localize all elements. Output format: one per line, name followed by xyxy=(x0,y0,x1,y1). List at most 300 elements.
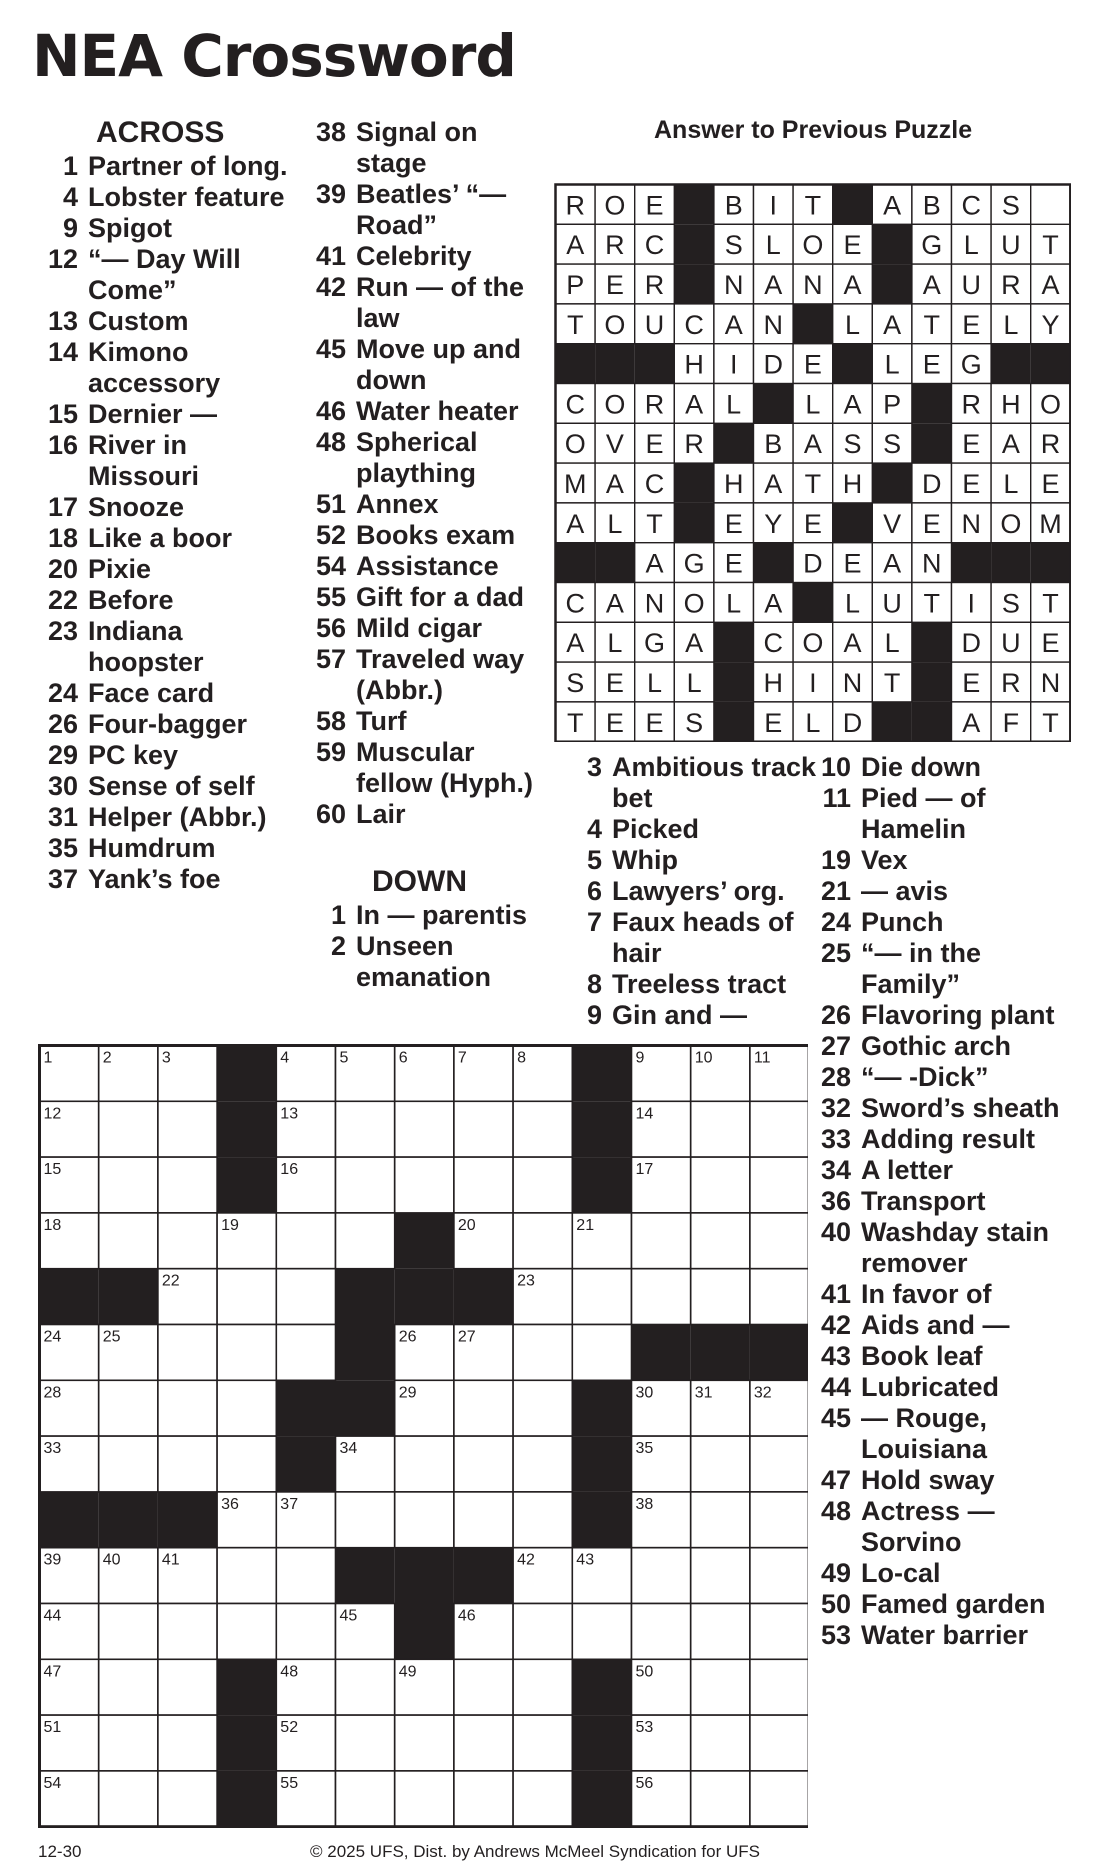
grid-cell[interactable] xyxy=(750,1157,808,1213)
grid-cell[interactable] xyxy=(99,1436,158,1492)
grid-cell[interactable] xyxy=(217,1548,276,1604)
grid-cell[interactable] xyxy=(395,1101,454,1157)
prev-letter: T xyxy=(804,190,822,221)
clue-text: Indiana hoopster xyxy=(88,616,204,677)
cell-number: 1 xyxy=(43,1049,53,1067)
cell-number: 45 xyxy=(339,1607,358,1625)
grid-cell[interactable] xyxy=(217,1380,276,1436)
clue-number: 42 xyxy=(315,272,346,302)
grid-cell[interactable] xyxy=(217,1604,276,1660)
previous-answer-title: Answer to Previous Puzzle xyxy=(654,116,973,144)
prev-letter: A xyxy=(922,270,941,300)
grid-cell[interactable] xyxy=(454,1715,513,1771)
grid-cell[interactable] xyxy=(691,1101,750,1157)
page-title: NEA Crossword xyxy=(32,22,516,90)
black-cell xyxy=(217,1715,276,1771)
cell-number: 13 xyxy=(280,1105,299,1123)
prev-letter: H xyxy=(763,668,784,698)
prev-letter: P xyxy=(883,389,902,420)
clue-text: Lawyers’ org. xyxy=(612,876,785,906)
prev-letter: O xyxy=(1039,389,1062,420)
grid-cell[interactable] xyxy=(691,1157,750,1213)
clue-down-clues-11 xyxy=(803,845,1073,876)
clue-text: Sense of self xyxy=(88,771,255,801)
clue-text: Like a boor xyxy=(88,523,233,553)
clue-number: 57 xyxy=(315,644,346,674)
prev-letter: I xyxy=(729,349,738,380)
cell-number: 12 xyxy=(43,1105,62,1123)
black-cell xyxy=(217,1046,276,1102)
prev-letter: M xyxy=(564,469,587,499)
prev-letter: A xyxy=(605,588,624,619)
prev-letter: H xyxy=(842,469,863,499)
grid-cell[interactable] xyxy=(750,1604,808,1660)
prev-letter: A xyxy=(764,469,783,499)
prev-letter: U xyxy=(1001,230,1021,261)
clue-number: 11 xyxy=(822,783,851,813)
grid-cell[interactable] xyxy=(99,1380,158,1436)
grid-cell[interactable] xyxy=(336,1771,395,1827)
prev-letter: O xyxy=(564,429,586,460)
black-cell xyxy=(217,1659,276,1715)
cell-number: 33 xyxy=(43,1440,62,1458)
grid-cell[interactable] xyxy=(632,1213,691,1269)
clue-number: 25 xyxy=(820,938,851,968)
prev-letter: L xyxy=(765,230,781,261)
prev-letter: D xyxy=(961,628,982,659)
clue-down-clues-30 xyxy=(803,1558,1073,1589)
prev-letter: E xyxy=(962,429,981,460)
prev-letter: L xyxy=(805,707,821,738)
prev-letter: L xyxy=(607,508,623,539)
prev-letter: F xyxy=(1002,707,1020,738)
clue-across-clues-21 xyxy=(298,179,538,241)
grid-cell[interactable] xyxy=(99,1157,158,1213)
clue-down-clues-5 xyxy=(554,876,824,907)
grid-cell[interactable] xyxy=(336,1715,395,1771)
grid-cell[interactable] xyxy=(513,1213,572,1269)
prev-letter: E xyxy=(724,508,743,539)
grid-cell[interactable] xyxy=(513,1659,572,1715)
clue-text: Transport xyxy=(861,1186,986,1216)
grid-cell[interactable] xyxy=(217,1436,276,1492)
black-cell xyxy=(99,1269,158,1325)
clue-number: 59 xyxy=(315,737,346,767)
clue-number: 32 xyxy=(820,1093,851,1123)
cell-number: 47 xyxy=(43,1663,62,1681)
clue-number: 4 xyxy=(62,182,78,212)
grid-cell[interactable] xyxy=(454,1659,513,1715)
grid-cell[interactable] xyxy=(158,1715,217,1771)
clue-number: 38 xyxy=(315,117,346,147)
prev-letter: O xyxy=(683,588,705,619)
prev-letter: R xyxy=(961,389,982,420)
prev-letter: E xyxy=(843,230,862,261)
clue-number: 50 xyxy=(820,1589,851,1619)
black-cell xyxy=(395,1604,454,1660)
clue-text: Snooze xyxy=(88,492,185,522)
clue-text: Vex xyxy=(861,845,908,875)
prev-letter: H xyxy=(1001,389,1021,420)
prev-black-cell xyxy=(872,463,912,503)
prev-black-cell xyxy=(793,583,833,623)
grid-cell[interactable] xyxy=(276,1548,335,1604)
clue-down-clues-26 xyxy=(803,1372,1073,1403)
grid-cell[interactable] xyxy=(750,1436,808,1492)
clue-number: 54 xyxy=(315,551,346,581)
cell-number: 35 xyxy=(635,1440,654,1458)
clue-down-clues-22 xyxy=(803,1217,1073,1279)
clue-down-clues-13 xyxy=(803,907,1073,938)
prev-letter: G xyxy=(921,230,943,261)
grid-cell[interactable] xyxy=(99,1604,158,1660)
grid-cell[interactable] xyxy=(513,1157,572,1213)
clue-number: 7 xyxy=(586,907,602,937)
grid-cell[interactable] xyxy=(513,1604,572,1660)
prev-letter: P xyxy=(566,270,585,300)
grid-cell[interactable] xyxy=(513,1771,572,1827)
cell-number: 48 xyxy=(280,1663,299,1681)
clue-number: 60 xyxy=(315,799,346,829)
cell-number: 27 xyxy=(457,1328,476,1346)
black-cell xyxy=(40,1492,99,1548)
clue-text: Hold sway xyxy=(861,1465,995,1495)
prev-letter: T xyxy=(567,707,584,738)
clue-across-clues-16 xyxy=(30,771,290,802)
grid-cell[interactable] xyxy=(691,1269,750,1325)
grid-cell[interactable] xyxy=(276,1325,335,1381)
cell-number: 17 xyxy=(635,1161,654,1179)
grid-cell[interactable] xyxy=(691,1715,750,1771)
grid-cell[interactable] xyxy=(395,1771,454,1827)
clue-down-clues-12 xyxy=(803,876,1073,907)
grid-cell[interactable] xyxy=(513,1101,572,1157)
grid-cell[interactable] xyxy=(454,1771,513,1827)
grid-cell[interactable] xyxy=(691,1548,750,1604)
prev-letter: R xyxy=(644,270,665,300)
prev-letter: A xyxy=(803,429,822,460)
grid-cell[interactable] xyxy=(395,1436,454,1492)
prev-letter: T xyxy=(1042,707,1059,738)
prev-letter: A xyxy=(1041,270,1060,300)
clue-down-clues-15 xyxy=(803,1000,1073,1031)
prev-letter: L xyxy=(1003,469,1019,499)
prev-letter: R xyxy=(644,389,665,420)
black-cell xyxy=(572,1436,631,1492)
grid-cell[interactable] xyxy=(158,1604,217,1660)
grid-cell[interactable] xyxy=(750,1715,808,1771)
grid-cell[interactable] xyxy=(454,1101,513,1157)
prev-letter: N xyxy=(961,508,982,539)
clue-number: 14 xyxy=(47,337,78,367)
clue-text: Assistance xyxy=(356,551,499,581)
clue-text: Adding result xyxy=(861,1124,1035,1154)
clue-number: 48 xyxy=(820,1496,851,1526)
grid-cell[interactable] xyxy=(395,1492,454,1548)
prev-letter: S xyxy=(566,668,585,698)
clue-number: 42 xyxy=(820,1310,851,1340)
prev-black-cell xyxy=(833,503,873,543)
grid-cell[interactable] xyxy=(158,1157,217,1213)
grid-cell[interactable] xyxy=(513,1715,572,1771)
clue-number: 8 xyxy=(586,969,602,999)
clue-text: Beatles’ “— Road” xyxy=(356,179,507,240)
prev-letter: D xyxy=(921,469,942,499)
prev-letter: L xyxy=(1003,309,1019,340)
prev-letter: A xyxy=(724,309,743,340)
cell-number: 38 xyxy=(635,1495,654,1513)
grid-cell[interactable] xyxy=(513,1325,572,1381)
clue-across-clues-32 xyxy=(298,644,538,706)
cell-number: 54 xyxy=(43,1774,62,1792)
clue-number: 35 xyxy=(47,833,78,863)
clue-text: River in Missouri xyxy=(88,430,200,491)
clue-across-clues-1 xyxy=(30,182,290,213)
prev-letter: C xyxy=(763,628,784,659)
clue-down-clues-27 xyxy=(803,1403,1073,1465)
grid-cell[interactable] xyxy=(691,1213,750,1269)
prev-letter: G xyxy=(683,548,705,579)
prev-letter: T xyxy=(646,508,663,539)
grid-cell[interactable] xyxy=(513,1380,572,1436)
black-cell xyxy=(217,1157,276,1213)
prev-letter: V xyxy=(605,429,624,460)
prev-letter: A xyxy=(685,628,704,659)
clue-across-clues-4 xyxy=(30,306,290,337)
grid-cell[interactable] xyxy=(158,1659,217,1715)
grid-cell[interactable] xyxy=(632,1269,691,1325)
grid-cell[interactable] xyxy=(750,1492,808,1548)
black-cell xyxy=(276,1380,335,1436)
clue-down-clues-32 xyxy=(803,1620,1073,1651)
clue-text: Lo-cal xyxy=(861,1558,941,1588)
clue-number: 10 xyxy=(820,752,851,782)
down-clues-column-1 xyxy=(554,752,824,1031)
clue-number: 21 xyxy=(820,876,851,906)
clue-across-clues-30 xyxy=(298,582,538,613)
grid-cell[interactable] xyxy=(750,1269,808,1325)
prev-letter: C xyxy=(565,588,586,619)
cell-number: 39 xyxy=(43,1551,62,1569)
clue-across-clues-12 xyxy=(30,616,290,678)
clue-text: “— in the Family” xyxy=(861,938,981,999)
clue-number: 18 xyxy=(47,523,78,553)
clue-text: Face card xyxy=(88,678,215,708)
grid-cell[interactable] xyxy=(158,1436,217,1492)
cell-number: 2 xyxy=(102,1049,112,1067)
clue-text: Annex xyxy=(356,489,439,519)
clue-text: Pixie xyxy=(88,554,152,584)
black-cell xyxy=(454,1548,513,1604)
grid-cell[interactable] xyxy=(750,1659,808,1715)
grid-cell[interactable] xyxy=(572,1325,631,1381)
clue-text: Before xyxy=(88,585,174,615)
cell-number: 49 xyxy=(398,1663,417,1681)
grid-cell[interactable] xyxy=(276,1604,335,1660)
grid-cell[interactable] xyxy=(632,1604,691,1660)
grid-cell[interactable] xyxy=(99,1101,158,1157)
prev-letter: C xyxy=(644,469,665,499)
grid-cell[interactable] xyxy=(276,1269,335,1325)
grid-cell[interactable] xyxy=(691,1771,750,1827)
grid-cell[interactable] xyxy=(513,1492,572,1548)
grid-cell[interactable] xyxy=(336,1213,395,1269)
cell-number: 25 xyxy=(102,1328,121,1346)
grid-cell[interactable] xyxy=(217,1269,276,1325)
grid-cell[interactable] xyxy=(572,1604,631,1660)
grid-cell[interactable] xyxy=(750,1771,808,1827)
prev-letter: N xyxy=(842,668,863,698)
black-cell xyxy=(572,1046,631,1102)
prev-letter: O xyxy=(802,628,824,659)
grid-cell[interactable] xyxy=(750,1548,808,1604)
grid-cell[interactable] xyxy=(691,1492,750,1548)
clue-number: 41 xyxy=(315,241,346,271)
cell-number: 4 xyxy=(280,1049,290,1067)
prev-letter: L xyxy=(844,309,861,340)
grid-cell[interactable] xyxy=(454,1492,513,1548)
clue-number: 5 xyxy=(586,845,602,875)
black-cell xyxy=(158,1492,217,1548)
clue-down-clues-28 xyxy=(803,1465,1073,1496)
prev-letter: R xyxy=(1001,668,1021,698)
clue-number: 39 xyxy=(315,179,346,209)
clue-number: 22 xyxy=(47,585,78,615)
grid-cell[interactable] xyxy=(336,1659,395,1715)
grid-cell[interactable] xyxy=(513,1436,572,1492)
cell-number: 56 xyxy=(635,1774,654,1792)
prev-letter: M xyxy=(1039,508,1062,539)
prev-letter: S xyxy=(685,707,704,738)
prev-letter: H xyxy=(723,469,744,499)
prev-letter: U xyxy=(961,270,982,300)
prev-letter: D xyxy=(803,548,823,579)
clue-down-clues-8 xyxy=(554,1000,824,1031)
black-cell xyxy=(99,1492,158,1548)
clue-number: 40 xyxy=(820,1217,851,1247)
grid-cell[interactable] xyxy=(276,1213,335,1269)
clue-down-clues-3 xyxy=(554,814,824,845)
cell-number: 40 xyxy=(102,1551,121,1569)
clue-number: 17 xyxy=(47,492,78,522)
grid-cell[interactable] xyxy=(99,1213,158,1269)
prev-black-cell xyxy=(991,543,1031,583)
clue-text: In — parentis xyxy=(356,900,528,930)
grid-cell[interactable] xyxy=(454,1380,513,1436)
grid-cell[interactable] xyxy=(691,1659,750,1715)
grid-cell[interactable] xyxy=(632,1548,691,1604)
prev-black-cell xyxy=(714,622,754,662)
prev-letter: T xyxy=(1042,230,1059,261)
clue-number: 4 xyxy=(586,814,602,844)
grid-cell[interactable] xyxy=(99,1771,158,1827)
cell-number: 7 xyxy=(457,1049,467,1067)
grid-cell[interactable] xyxy=(217,1325,276,1381)
prev-letter: E xyxy=(843,548,862,579)
grid-cell[interactable] xyxy=(454,1157,513,1213)
prev-black-cell xyxy=(635,344,675,384)
grid-cell[interactable] xyxy=(158,1771,217,1827)
prev-letter: E xyxy=(764,707,783,738)
cell-number: 51 xyxy=(43,1719,62,1737)
grid-cell[interactable] xyxy=(454,1436,513,1492)
clue-number: 20 xyxy=(47,554,78,584)
grid-cell[interactable] xyxy=(99,1659,158,1715)
prev-black-cell xyxy=(833,185,873,225)
prev-letter: E xyxy=(803,349,822,380)
grid-cell[interactable] xyxy=(336,1492,395,1548)
clue-across-clues-27 xyxy=(298,489,538,520)
prev-letter: L xyxy=(726,588,742,619)
clue-down-clues-20 xyxy=(803,1155,1073,1186)
clue-number: 16 xyxy=(47,430,78,460)
grid-cell[interactable] xyxy=(158,1325,217,1381)
clue-number: 15 xyxy=(47,399,78,429)
grid-cell[interactable] xyxy=(158,1380,217,1436)
clue-text: “— -Dick” xyxy=(861,1062,989,1092)
prev-letter: E xyxy=(645,707,664,738)
grid-cell[interactable] xyxy=(99,1715,158,1771)
clue-across-clues-2 xyxy=(30,213,290,244)
prev-letter: B xyxy=(764,429,783,460)
grid-cell[interactable] xyxy=(750,1101,808,1157)
grid-cell[interactable] xyxy=(158,1213,217,1269)
clue-text: Books exam xyxy=(356,520,516,550)
prev-letter: N xyxy=(763,309,784,340)
clue-across-clues-26 xyxy=(298,427,538,489)
clue-text: Lubricated xyxy=(861,1372,1000,1402)
prev-letter: I xyxy=(967,588,976,619)
clue-text: Gin and — xyxy=(612,1000,747,1030)
prev-letter: T xyxy=(804,469,822,499)
black-cell xyxy=(217,1771,276,1827)
prev-letter: G xyxy=(960,349,982,380)
black-cell xyxy=(691,1325,750,1381)
clue-down-clues-6 xyxy=(554,907,824,969)
clue-down-clues-2 xyxy=(554,752,824,814)
grid-cell[interactable] xyxy=(395,1715,454,1771)
grid-cell[interactable] xyxy=(158,1101,217,1157)
clue-down-clues-14 xyxy=(803,938,1073,1000)
prev-black-cell xyxy=(595,543,635,583)
grid-cell[interactable] xyxy=(572,1269,631,1325)
grid-cell[interactable] xyxy=(395,1157,454,1213)
clue-number: 26 xyxy=(820,1000,851,1030)
grid-cell[interactable] xyxy=(691,1604,750,1660)
prev-letter: A xyxy=(605,469,624,499)
prev-letter: H xyxy=(684,349,704,380)
grid-cell[interactable] xyxy=(336,1157,395,1213)
prev-letter: C xyxy=(961,190,982,221)
prev-letter: E xyxy=(803,508,822,539)
clue-across-clues-5 xyxy=(30,337,290,399)
clue-across-clues-8 xyxy=(30,492,290,523)
clue-text: Whip xyxy=(612,845,678,875)
clue-number: 2 xyxy=(330,931,346,961)
grid-cell[interactable] xyxy=(750,1213,808,1269)
grid-cell[interactable] xyxy=(691,1436,750,1492)
prev-letter: A xyxy=(883,309,902,340)
prev-letter: L xyxy=(963,230,979,261)
prev-black-cell xyxy=(912,384,952,424)
cell-number: 10 xyxy=(694,1049,713,1067)
prev-letter: E xyxy=(605,668,624,698)
grid-cell[interactable] xyxy=(336,1101,395,1157)
prev-letter: A xyxy=(843,389,862,420)
clue-text: Die down xyxy=(861,752,981,782)
clue-number: 34 xyxy=(820,1155,851,1185)
clue-text: Washday stain remover xyxy=(861,1217,1050,1278)
